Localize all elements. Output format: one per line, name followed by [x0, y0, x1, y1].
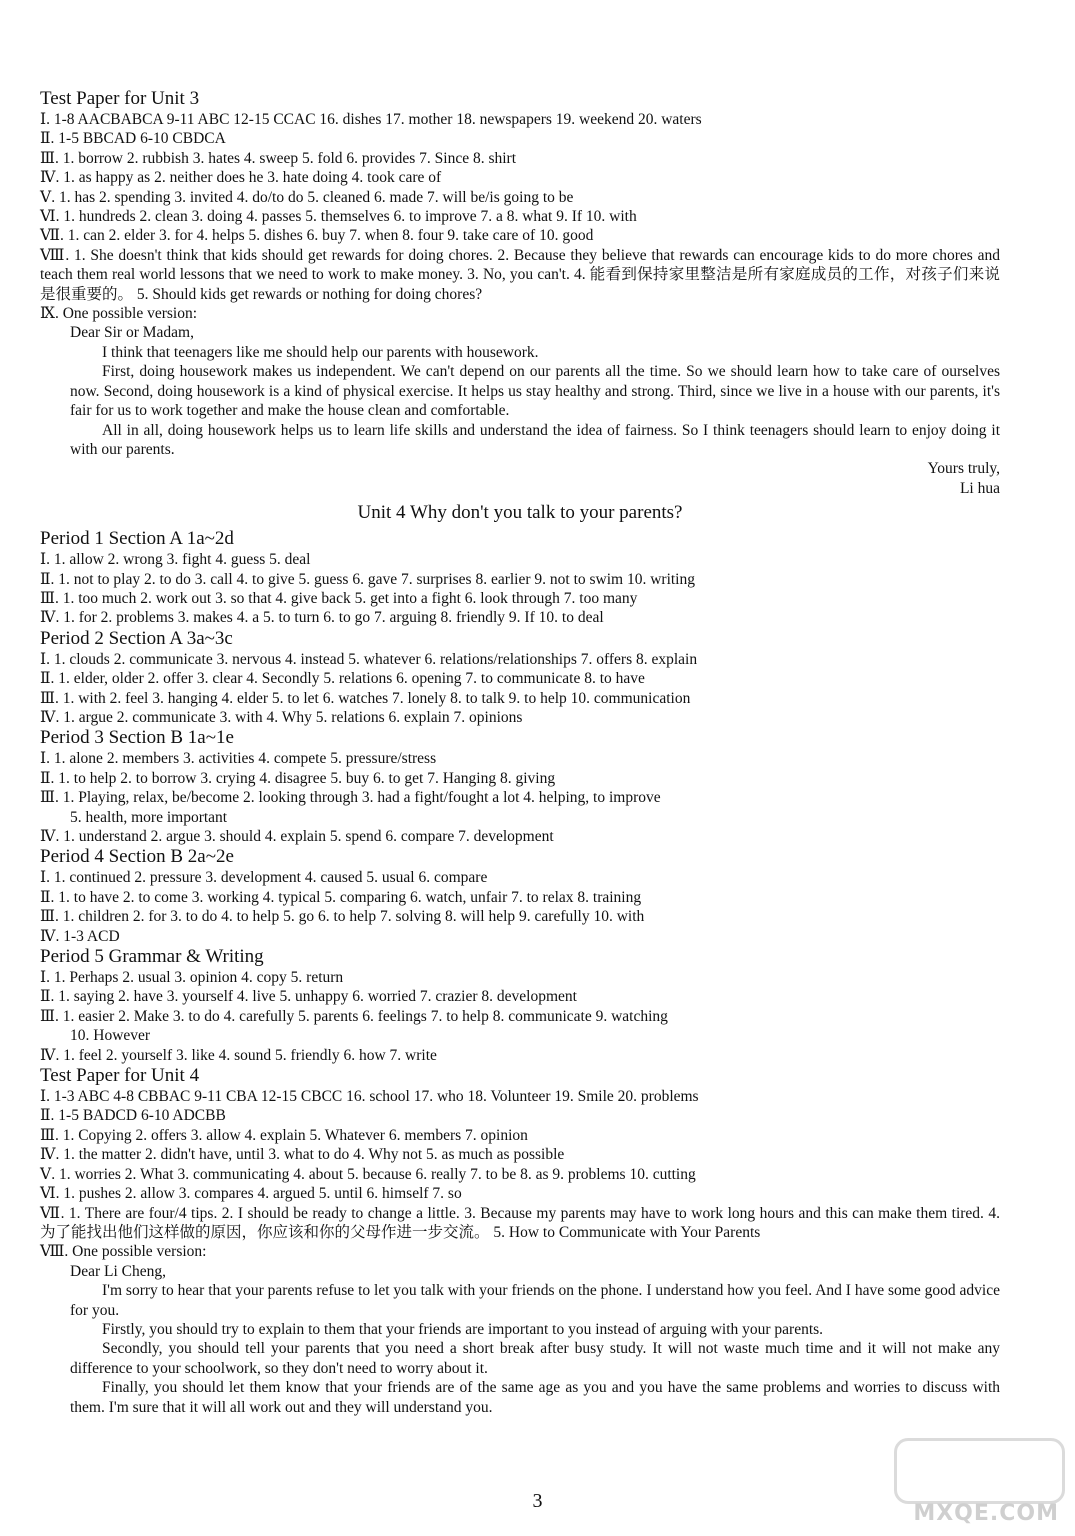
- unit4-title: Unit 4 Why don't you talk to your parents?: [357, 502, 683, 524]
- answer-line: Ⅵ. 1. pushes 2. allow 3. compares 4. argued 5. until 6. himself 7. so: [40, 1185, 462, 1203]
- letter-paragraph: I think that teenagers like me should help our parents with housework.: [102, 343, 539, 361]
- answer-line: Ⅴ. 1. has 2. spending 3. invited 4. do/to do 5. cleaned 6. made 7. will be/is going to be: [40, 188, 574, 206]
- period-title: Period 4 Section B 2a~2e: [40, 846, 234, 868]
- answer-line: Ⅳ. 1. for 2. problems 3. makes 4. a 5. to turn 6. to go 7. arguing 8. friendly 9. If 10. to deal: [40, 609, 604, 627]
- watermark-frame: [894, 1438, 1065, 1504]
- unit4-test-title: Test Paper for Unit 4: [40, 1065, 200, 1087]
- letter-greeting: Dear Li Cheng,: [70, 1262, 166, 1280]
- period-title: Period 2 Section A 3a~3c: [40, 627, 233, 649]
- answer-line: Ⅱ. 1-5 BBCAD 6-10 CBDCA: [40, 130, 226, 148]
- letter-paragraph: Firstly, you should try to explain to them that your friends are important to you instead of arguing with your parents.: [102, 1320, 824, 1338]
- answer-line: Ⅱ. 1. not to play 2. to do 3. call 4. to give 5. guess 6. gave 7. surprises 8. earlier 9. not to swim 10. writing: [40, 570, 695, 588]
- answer-line: Ⅷ. 1. She doesn't think that kids should get rewards for doing chores. 2. Because they believe that rewards can encourage kids to do more chores and teach them real world lessons that we need to work to make money. 3. No, you can't. 4. 能看到保持家里整洁是所有家庭成员的工作，对孩子们来说是很重要的。 5. Should kids get rewards or nothing for doing chores?: [40, 246, 1000, 303]
- answer-line: Ⅰ. 1. alone 2. members 3. activities 4. compete 5. pressure/stress: [40, 750, 437, 768]
- watermark-text: MXQE.COM: [913, 1501, 1059, 1526]
- letter-greeting: Dear Sir or Madam,: [70, 324, 194, 342]
- answer-line: Ⅲ. 1. borrow 2. rubbish 3. hates 4. sweep 5. fold 6. provides 7. Since 8. shirt: [40, 149, 517, 167]
- answer-line: Ⅴ. 1. worries 2. What 3. communicating 4. about 5. because 6. really 7. to be 8. as 9. problems 10. cutting: [40, 1165, 696, 1183]
- answer-line: Ⅰ. 1. clouds 2. communicate 3. nervous 4. instead 5. whatever 6. relations/relationships 7. offers 8. explain: [40, 650, 698, 668]
- answer-key-page: [40, 88, 1000, 1417]
- answer-line-continuation: 10. However: [70, 1027, 151, 1045]
- answer-line: Ⅱ. 1. to help 2. to borrow 3. crying 4. disagree 5. buy 6. to get 7. Hanging 8. giving: [40, 769, 556, 787]
- answer-line: Ⅶ. 1. There are four/4 tips. 2. I should be ready to change a little. 3. Because my parents may have to work long hours and this can make them tired. 4. 为了能找出他们这样做的原因，你应该和你的父母作进一步交流。 5. How to Communicate with Your Parents: [40, 1204, 1000, 1241]
- answer-line: Ⅱ. 1. saying 2. have 3. yourself 4. live 5. unhappy 6. worried 7. crazier 8. development: [40, 988, 577, 1006]
- answer-line: Ⅲ. 1. children 2. for 3. to do 4. to help 5. go 6. to help 7. solving 8. will help 9. carefully 10. with: [40, 908, 645, 926]
- letter-paragraph: Secondly, you should tell your parents that you need a short break after busy study. It will not waste much time and it will not make any difference to your schoolwork, so they don't need to worry about it.: [70, 1340, 1000, 1377]
- answer-line: Ⅱ. 1. elder, older 2. offer 3. clear 4. Secondly 5. relations 6. opening 7. to communicate 8. to have: [40, 670, 645, 688]
- answer-line-continuation: 5. health, more important: [70, 808, 228, 826]
- answer-line: Ⅵ. 1. hundreds 2. clean 3. doing 4. passes 5. themselves 6. to improve 7. a 8. what 9. If 10. with: [40, 208, 637, 226]
- watermark-logo: [895, 1440, 1065, 1530]
- answer-line: Ⅲ. 1. easier 2. Make 3. to do 4. carefully 5. parents 6. feelings 7. to help 8. communicate 9. watching: [40, 1007, 668, 1025]
- answer-line: Ⅳ. 1. as happy as 2. neither does he 3. hate doing 4. took care of: [40, 169, 442, 187]
- answer-line: Ⅰ. 1. Perhaps 2. usual 3. opinion 4. copy 5. return: [40, 969, 344, 987]
- letter-closing: Yours truly,: [927, 460, 1000, 478]
- answer-line: Ⅱ. 1-5 BADCD 6-10 ADCBB: [40, 1107, 226, 1125]
- answer-line: Ⅲ. 1. too much 2. work out 3. so that 4. give back 5. get into a fight 6. look through 7. too many: [40, 589, 638, 607]
- answer-line: Ⅰ. 1. continued 2. pressure 3. development 4. caused 5. usual 6. compare: [40, 869, 488, 887]
- period-title: Period 1 Section A 1a~2d: [40, 528, 234, 550]
- answer-line: Ⅲ. 1. Playing, relax, be/become 2. looking through 3. had a fight/fought a lot 4. helping, to improve: [40, 789, 661, 807]
- letter-paragraph: First, doing housework makes us independent. We can't depend on our parents all the time. So we should learn how to take care of ourselves now. Second, doing housework is a kind of physical exercise. It helps us stay healthy and strong. Third, since we live in a house with our parents, it's fair for us to work together and make the house clean and comfortable.: [70, 363, 1000, 420]
- answer-line: Ⅶ. 1. can 2. elder 3. for 4. helps 5. dishes 6. buy 7. when 8. four 9. take care of 10. good: [40, 227, 594, 245]
- answer-line: Ⅳ. 1-3 ACD: [40, 927, 120, 945]
- period-title: Period 5 Grammar & Writing: [40, 946, 264, 968]
- letter-paragraph: I'm sorry to hear that your parents refuse to let you talk with your friends on the phone. I understand how you feel. And I have some good advice for you.: [70, 1282, 1000, 1319]
- answer-line: Ⅲ. 1. with 2. feel 3. hanging 4. elder 5. to let 6. watches 7. lonely 8. to talk 9. to help 10. communication: [40, 689, 691, 707]
- answer-line: Ⅰ. 1-8 AACBABCA 9-11 ABC 12-15 CCAC 16. dishes 17. mother 18. newspapers 19. weekend 20. waters: [40, 111, 702, 128]
- answer-line: Ⅳ. 1. argue 2. communicate 3. with 4. Why 5. relations 6. explain 7. opinions: [40, 708, 523, 726]
- answer-line: Ⅳ. 1. feel 2. yourself 3. like 4. sound 5. friendly 6. how 7. write: [40, 1046, 437, 1064]
- unit3-test-title: Test Paper for Unit 3: [40, 88, 200, 109]
- letter-paragraph: All in all, doing housework helps us to learn life skills and understand the idea of fairness. So I think teenagers should learn to enjoy doing it with our parents.: [70, 421, 1000, 458]
- answer-line: Ⅳ. 1. understand 2. argue 3. should 4. explain 5. spend 6. compare 7. development: [40, 828, 554, 845]
- writing-label: Ⅸ. One possible version:: [40, 305, 198, 323]
- letter-signature: Li hua: [959, 479, 1000, 497]
- answer-line: Ⅳ. 1. the matter 2. didn't have, until 3. what to do 4. Why not 5. as much as possible: [40, 1146, 565, 1164]
- period-title: Period 3 Section B 1a~1e: [40, 727, 234, 749]
- page-number: 3: [532, 1490, 543, 1512]
- writing-label: Ⅷ. One possible version:: [40, 1243, 207, 1261]
- answer-line: Ⅲ. 1. Copying 2. offers 3. allow 4. explain 5. Whatever 6. members 7. opinion: [40, 1126, 528, 1144]
- answer-line: Ⅰ. 1-3 ABC 4-8 CBBAC 9-11 CBA 12-15 CBCC 16. school 17. who 18. Volunteer 19. Smile 20. problems: [40, 1088, 699, 1106]
- letter-paragraph: Finally, you should let them know that your friends are of the same age as you and you have the same problems and worries to discuss with them. I'm sure that it will all work out and they will understand you.: [70, 1379, 1000, 1416]
- answer-line: Ⅰ. 1. allow 2. wrong 3. fight 4. guess 5. deal: [40, 551, 311, 569]
- answer-line: Ⅱ. 1. to have 2. to come 3. working 4. typical 5. comparing 6. watch, unfair 7. to relax 8. training: [40, 888, 642, 906]
